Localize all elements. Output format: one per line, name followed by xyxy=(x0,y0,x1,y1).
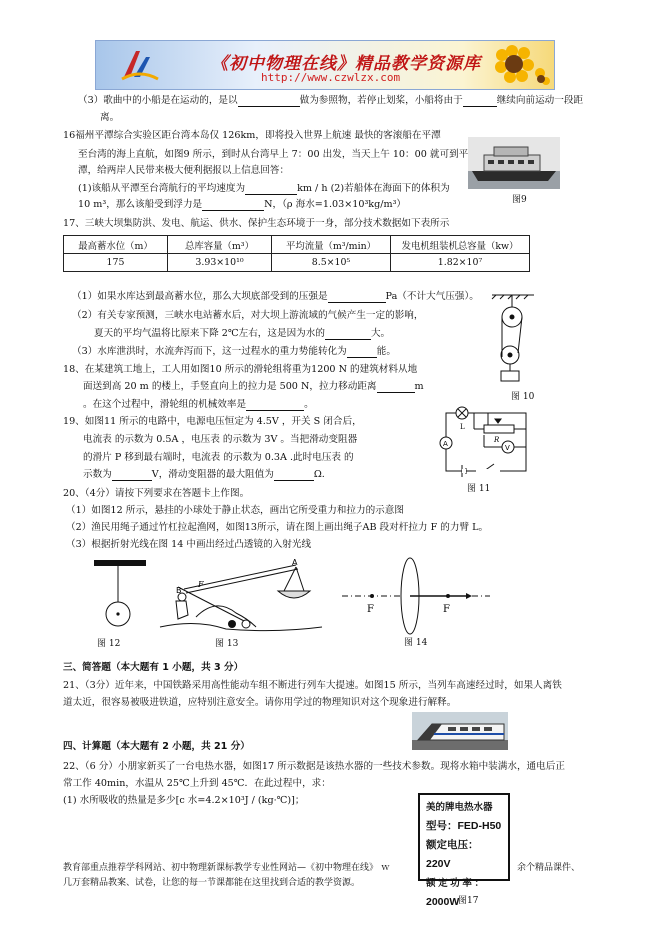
ferry-ship-image xyxy=(468,137,560,189)
figure-13-caption: 图 13 xyxy=(215,639,239,649)
q20-part3: （3）根据折射光线在图 14 中画出经过凸透镜的入射光线 xyxy=(66,539,312,550)
q17-text: （3）水库泄洪时，水流奔泻而下，这一过程水的重力势能转化为 xyxy=(72,346,347,357)
table-cell: 8.5×10⁵ xyxy=(272,254,391,272)
circuit-diagram xyxy=(432,405,534,481)
q18-line1: 18、在某建筑工地上，工人用如图10 所示的滑轮组将重为1200 N 的建筑材料从地 xyxy=(63,364,418,375)
answer-blank[interactable] xyxy=(463,96,497,107)
q22-line1: 22、（6 分）小朋家新买了一台电热水器，如图17 所示数据是该热水器的一些技术参数。现将水箱中装满水，通电后正 xyxy=(63,761,565,772)
q21-line2: 道太近，很容易被吸进铁道，应特别注意安全。请你用学过的物理知识对这个现象进行解释。 xyxy=(63,697,457,708)
high-speed-train-image xyxy=(412,712,508,750)
figure-10-caption: 图 10 xyxy=(511,392,535,402)
q17-intro: 17、三峡大坝集防洪、发电、航运、供水、保护生态环境于一身，部分技术数据如下表所示 xyxy=(63,218,450,229)
header-banner xyxy=(95,40,555,90)
heater-title: 美的牌电热水器 xyxy=(426,802,493,813)
figure-11-caption: 图 11 xyxy=(467,484,491,494)
answer-blank[interactable] xyxy=(112,470,152,481)
table-row xyxy=(64,254,530,272)
answer-blank[interactable] xyxy=(245,184,297,195)
q15-part3 xyxy=(78,94,583,107)
q21-line1: 21、（3分）近年来，中国铁路采用高性能动车组不断进行列车大提速。如图15 所示，当列车高速经过时，如果人离铁 xyxy=(63,680,562,691)
answer-blank[interactable] xyxy=(246,400,304,411)
q18-line2 xyxy=(83,380,424,393)
hanging-ball-diagram xyxy=(84,558,156,636)
q18-text: 面送到高 20 m 的楼上，手竖直向上的拉力是 500 N，拉力移动距离 xyxy=(83,381,377,392)
heater-voltage: 额定电压：220V xyxy=(426,839,479,870)
q15-text-b: 做为参照物，若停止划桨，小船将由于 xyxy=(299,95,463,106)
point-b-label: B xyxy=(176,586,182,595)
q17-text: 能。 xyxy=(376,346,396,357)
resistor-label: R xyxy=(494,436,500,444)
q17-part2-cont xyxy=(94,327,390,340)
banner-url[interactable]: http://www.czwlzx.com xyxy=(261,71,401,84)
q16-line3: 潭，给两岸人民带来极大便利据报以上信息回答： xyxy=(78,165,290,176)
focus-right-label: F xyxy=(443,604,450,615)
q19-line4 xyxy=(83,468,325,481)
table-header-row xyxy=(64,236,530,254)
table-header-cell: 发电机组装机总容量（kw） xyxy=(391,236,530,254)
q18-text: m xyxy=(414,381,424,392)
q19-text: V，滑动变阻器的最大阻值为 xyxy=(151,469,274,480)
q17-part2: （2）有关专家预测，三峡水电站蓄水后，对大坝上游流域的气候产生一定的影响， xyxy=(72,310,424,321)
q19-line3: 的滑片 P 移到最右端时，电流表 的示数为 0.3A .此时电压表 的 xyxy=(83,452,354,463)
q16-text: N，（ρ 海水=1.03×10³kg/m³） xyxy=(264,199,407,210)
table-cell: 3.93×10¹⁰ xyxy=(168,254,272,272)
banner-title: 《初中物理在线》精品教学资源库 xyxy=(211,54,481,74)
table-header-cell: 最高蓄水位（m） xyxy=(64,236,168,254)
table-header-cell: 总库容量（m³） xyxy=(168,236,272,254)
sunflower-icon xyxy=(492,43,550,87)
force-f-label: F xyxy=(198,580,204,589)
site-logo-icon xyxy=(118,47,160,83)
lamp-label: L xyxy=(460,423,465,431)
q17-text: （1）如果水库达到最高蓄水位，那么大坝底部受到的压强是 xyxy=(72,291,328,302)
q19-text: 示数为 xyxy=(83,469,112,480)
q17-part3 xyxy=(72,345,396,358)
section-4-heading: 四、计算题（本大题有 2 小题，共 21 分） xyxy=(63,741,250,752)
q17-text: Pa（不计大气压强）。 xyxy=(385,291,479,302)
q19-line1: 19、如图11 所示的电路中，电源电压恒定为 4.5V ，开关 S 闭合后， xyxy=(63,416,362,427)
heater-power-value: 2000W xyxy=(426,896,460,908)
answer-blank[interactable] xyxy=(274,470,314,481)
figure-14-caption: 图 14 xyxy=(404,638,428,648)
q16-line1: 16福州平潭综合实验区距台湾本岛仅 126km，即将投入世界上航速 最快的客滚船在平潭 xyxy=(63,130,441,141)
q15-text-a: （3）歌曲中的小船是在运动的，是以 xyxy=(78,95,238,106)
heater-model: 型号：FED-H50 xyxy=(426,820,502,832)
q17-part1 xyxy=(72,290,479,303)
fisherman-net-diagram xyxy=(156,557,324,635)
q20-part1: （1）如图12 所示，悬挂的小球处于静止状态，画出它所受重力和拉力的示意图 xyxy=(66,505,404,516)
point-a-label: A xyxy=(292,558,298,567)
dam-data-table xyxy=(63,235,530,272)
heater-power-label: 额 定 功 率 ： xyxy=(426,878,485,889)
q22-line2: 常工作 40min，水温从 25℃上升到 45℃．在此过程中，求： xyxy=(63,778,331,789)
footer-line1-right: 余个精品课件、 xyxy=(517,863,581,873)
q15-part3-cont: 离。 xyxy=(100,112,120,123)
ammeter-label: A xyxy=(443,440,448,448)
q18-text: 。 xyxy=(304,399,314,410)
focus-left-label: F xyxy=(367,604,374,615)
table-cell: 1.82×10⁷ xyxy=(391,254,530,272)
q16-text: 10 m³，那么该船受到浮力是 xyxy=(78,199,203,210)
voltmeter-label: V xyxy=(505,444,510,452)
q22-line3: (1) 水所吸收的热量是多少[c 水=4.2×10³J / (kg·℃)]； xyxy=(63,795,305,806)
q20-intro: 20、（4分）请按下列要求在答题卡上作图。 xyxy=(63,488,250,499)
figure-12-caption: 图 12 xyxy=(97,639,121,649)
answer-blank[interactable] xyxy=(202,200,264,211)
q20-part2: （2）渔民用绳子通过竹杠拉起渔网，如图13所示，请在图上画出绳子AB 段对杆拉力 F 的力臂 L。 xyxy=(66,522,489,533)
q17-text: 夏天的平均气温将比原来下降 2℃左右，这是因为水的 xyxy=(94,328,325,339)
q16-line5 xyxy=(78,198,406,211)
answer-blank[interactable] xyxy=(377,382,415,393)
q15-text-c: 继续向前运动一段距 xyxy=(496,95,584,106)
answer-blank[interactable] xyxy=(238,96,300,107)
footer-line1: 教育部重点推荐学科网站、初中物理新课标教学专业性网站—《初中物理在线》 ｗ xyxy=(63,863,390,873)
q19-text: Ω. xyxy=(313,469,325,480)
answer-blank[interactable] xyxy=(328,292,386,303)
q16-line4 xyxy=(78,182,450,195)
q19-line2: 电流表 的示数为 0.5A ，电压表 的示数为 3V 。当把滑动变阻器 xyxy=(83,434,358,445)
convex-lens-diagram xyxy=(340,556,492,636)
figure-9-caption: 图9 xyxy=(512,195,527,205)
q16-text: km / h (2)若船体在海面下的体积为 xyxy=(297,183,450,194)
answer-blank[interactable] xyxy=(325,329,371,340)
figure-17-caption: 图17 xyxy=(458,896,479,906)
table-header-cell: 平均流量（m³/min） xyxy=(272,236,391,254)
pulley-system-diagram xyxy=(488,293,538,385)
footer-line2: 几万套精品教案、试卷，让您的每一节课都能在这里找到合适的教学资源。 xyxy=(63,878,361,888)
q16-text: (1)该船从平潭至台湾航行的平均速度为 xyxy=(78,183,246,194)
table-cell: 175 xyxy=(64,254,168,272)
q16-line2: 至台湾的海上直航，如图9 所示，到时从台湾早上 7：00 出发，当天上午 10：00 就可到平 xyxy=(78,149,469,160)
q18-text: 。在这个过程中，滑轮组的机械效率是 xyxy=(83,399,247,410)
q18-line3 xyxy=(83,398,314,411)
section-3-heading: 三、简答题（本大题有 1 小题，共 3 分） xyxy=(63,662,244,673)
answer-blank[interactable] xyxy=(347,347,377,358)
q17-text: 大。 xyxy=(370,328,391,339)
